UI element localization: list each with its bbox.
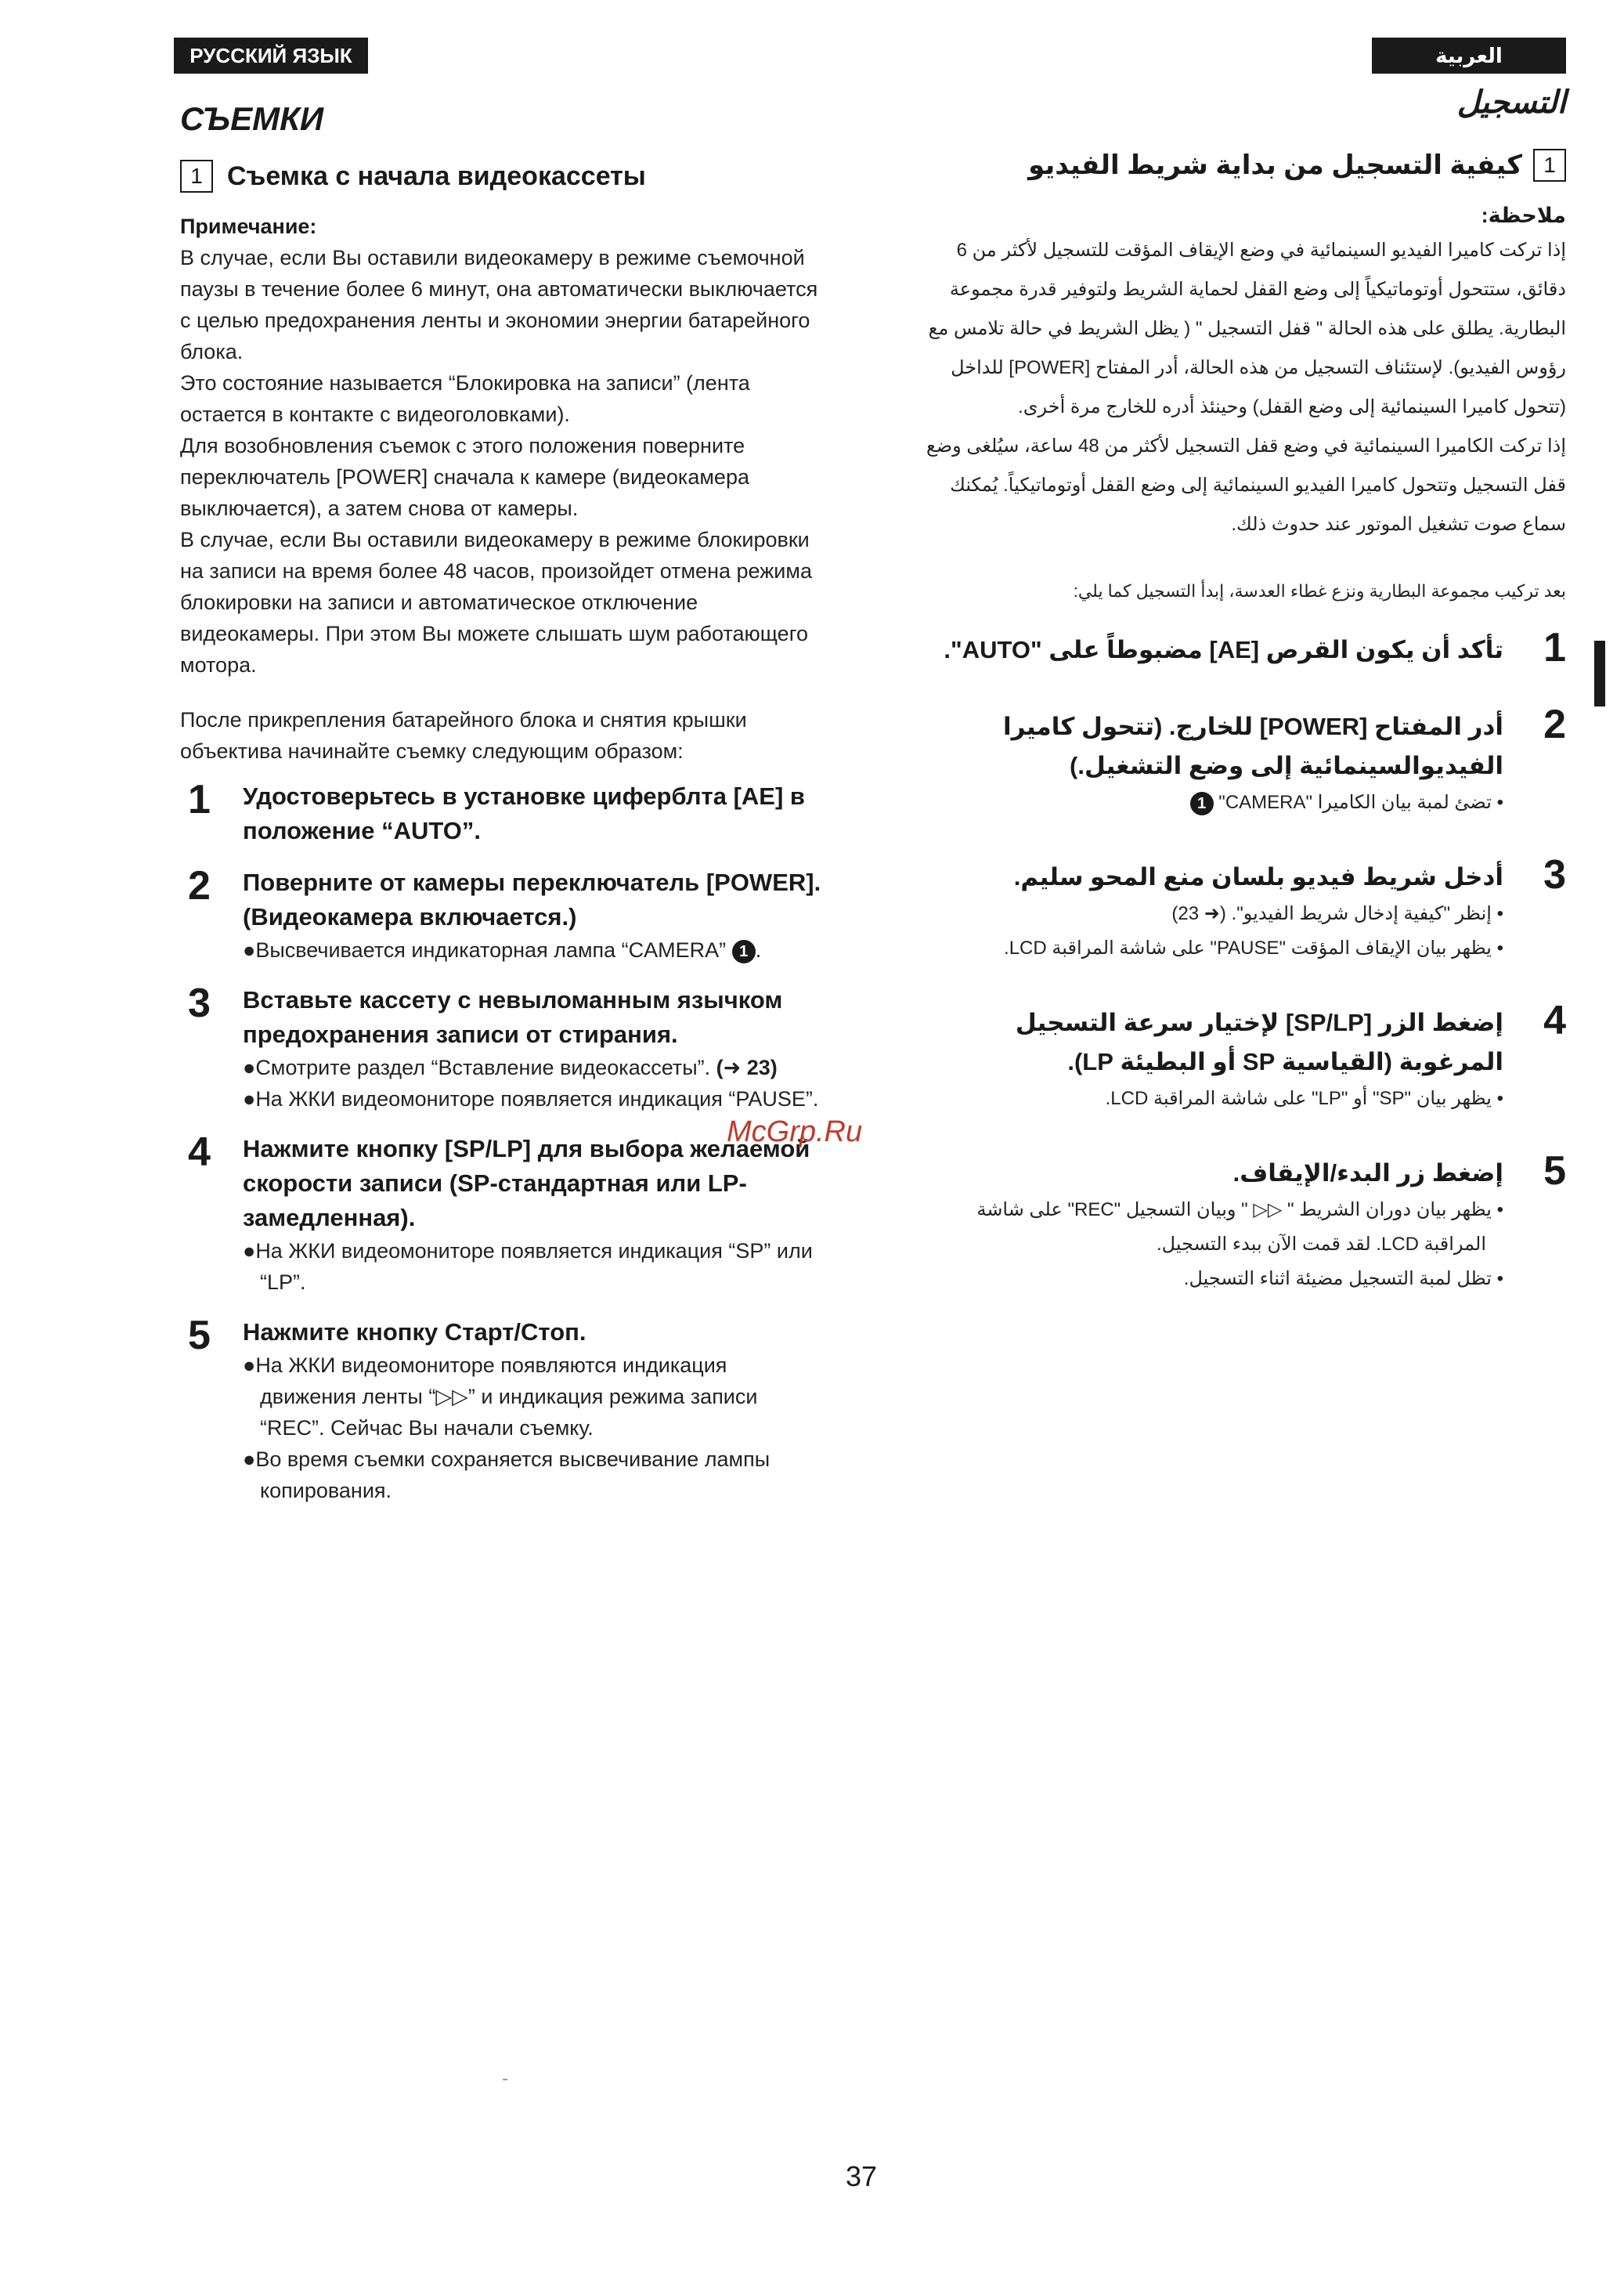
bullet-text: يظهر بيان دوران الشريط " ▷▷ " وبيان التسجيل "REC" على شاشة المراقبة LCD. لقد قمت الآن ببدء التسجيل. [976, 1199, 1492, 1255]
section-heading-arabic [916, 149, 1566, 182]
step-bullet: ●На ЖКИ видеомониторе появляются индикация движения ленты “▷▷” и индикация режима записи “REC”. Сейчас Вы начали съемку. [243, 1353, 758, 1440]
note-paragraph: إذا تركت كاميرا الفيديو السينمائية في وضع الإيقاف المؤقت للتسجيل لأكثر من 6 دقائق، ستتحول أوتوماتيكياً إلى وضع القفل لحماية الشريط ولتوفير قدرة مجموعة البطارية. يطلق على هذه الحالة " قفل التسجيل " ( يظل الشريط في حالة تلامس مع رؤوس الفيديو). لإستئناف التسجيل من هذه الحالة، أدر المفتاح [POWER] للداخل (تتحول كاميرا السينمائية إلى وضع القفل) وحينئذ أدره للخارج مرة أخرى. [928, 240, 1566, 417]
step-bullet: ●На ЖКИ видеомониторе появляется индикация “PAUSE”. [243, 1087, 819, 1111]
bullet-text: На ЖКИ видеомониторе появляются индикация движения ленты “▷▷” и индикация режима записи “REC”. Сейчас Вы начали съемку. [255, 1353, 758, 1440]
bullet-text: تظل لمبة التسجيل مضيئة اثناء التسجيل. [1183, 1268, 1492, 1289]
bullet-text: На ЖКИ видеомониторе появляется индикация “PAUSE”. [255, 1087, 819, 1111]
bullet-text: إنظر "كيفية إدخال شريط الفيديو". (➜ 23) [1171, 903, 1492, 924]
note-label: ملاحظة: [1481, 204, 1566, 227]
step-bullet: • يظهر بيان الإيقاف المؤقت "PAUSE" على شاشة المراقبة LCD. [1004, 938, 1503, 959]
step-1 [180, 779, 822, 848]
bullet-text: Во время съемки сохраняется высвечивание лампы копирования. [255, 1447, 770, 1502]
arabic-column [916, 85, 1566, 1334]
callout-number-icon: 1 [732, 940, 756, 963]
section-number-box: 1 [1533, 149, 1566, 182]
scan-mark [503, 2079, 507, 2080]
step-number: 3 [1543, 852, 1566, 898]
step-bullet: ●Высвечивается индикаторная лампа “CAMERA” 1 . [243, 938, 762, 962]
note-paragraph: Это состояние называется “Блокировка на записи” (лента остается в контакте с видеоголовками). [180, 371, 750, 426]
step-2 [180, 865, 822, 966]
callout-number-icon: 1 [1190, 792, 1214, 815]
edge-marker [1594, 641, 1605, 706]
bullet-text: Смотрите раздел “Вставление видеокассеты”. [255, 1056, 711, 1079]
step-5 [180, 1315, 822, 1506]
step-4 [916, 998, 1566, 1116]
note-paragraph: Для возобновления съемок с этого положения поверните переключатель [POWER] сначала к камере (видеокамера выключается), а затем снова от камеры. [180, 434, 749, 520]
step-number: 2 [1543, 702, 1566, 747]
step-instruction: Вставьте кассету с невыломанным язычком предохранения записи от стирания. [243, 986, 783, 1048]
section-title: Съемка с начала видеокассеты [227, 161, 646, 191]
step-number: 4 [188, 1129, 211, 1175]
step-instruction: أدخل شريط فيديو بلسان منع المحو سليم. [1013, 863, 1503, 891]
step-number: 1 [188, 777, 211, 822]
page-title-russian: СЪЕМКИ [180, 100, 324, 137]
note-paragraph: В случае, если Вы оставили видеокамеру в режиме съемочной паузы в течение более 6 минут, она автоматически выключается с целью предохранения ленты и экономии энергии батарейного блока. [180, 246, 818, 363]
step-number: 2 [188, 863, 211, 909]
section-title: كيفية التسجيل من بداية شريط الفيديو [1028, 150, 1522, 180]
bullet-text: يظهر بيان الإيقاف المؤقت "PAUSE" على شاشة المراقبة LCD. [1004, 938, 1492, 959]
step-bullet: ●На ЖКИ видеомониторе появляется индикация “SP” или “LP”. [243, 1239, 813, 1294]
step-bullet: ●Во время съемки сохраняется высвечивание лампы копирования. [243, 1447, 770, 1502]
language-tab-russian: РУССКИЙ ЯЗЫК [174, 38, 368, 74]
step-number: 3 [188, 981, 211, 1026]
step-3 [180, 983, 822, 1115]
page-reference: (➜ 23) [716, 1056, 778, 1079]
step-number: 4 [1543, 998, 1566, 1043]
step-instruction: إضغط زر البدء/الإيقاف. [1232, 1159, 1503, 1187]
step-instruction: إضغط الزر [SP/LP] لإختيار سرعة التسجيل المرغوبة (القياسية SP أو البطيئة LP). [1015, 1009, 1503, 1075]
bullet-text: تضئ لمبة بيان الكاميرا "CAMERA" [1218, 792, 1492, 813]
step-bullet: • يظهر بيان "SP" أو "LP" على شاشة المراقبة LCD. [1105, 1088, 1503, 1109]
note-label: Примечание: [180, 215, 317, 238]
step-instruction: Нажмите кнопку Старт/Стоп. [243, 1318, 586, 1346]
step-bullet: • إنظر "كيفية إدخال شريط الفيديو". (➜ 23) [1171, 903, 1503, 924]
bullet-text: يظهر بيان "SP" أو "LP" على شاشة المراقبة LCD. [1105, 1088, 1492, 1109]
watermark: McGrp.Ru [727, 1115, 863, 1148]
page-title-arabic: التسجيل [1456, 85, 1566, 120]
page-number: 37 [846, 2160, 878, 2192]
step-5 [916, 1148, 1566, 1296]
section-number-box: 1 [180, 160, 213, 193]
step-instruction: Нажмите кнопку [SP/LP] для выбора желаемой скорости записи (SP-стандартная или LP-замедленная). [243, 1135, 810, 1231]
step-instruction: أدر المفتاح [POWER] للخارج. (تتحول كاميرا الفيديوالسينمائية إلى وضع التشغيل.) [1002, 713, 1503, 779]
step-3 [916, 852, 1566, 966]
intro-text: После прикрепления батарейного блока и снятия крышки объектива начинайте съемку следующим образом: [180, 708, 747, 763]
step-number: 1 [1543, 625, 1566, 670]
step-1 [916, 625, 1566, 670]
intro-text: بعد تركيب مجموعة البطارية ونزع غطاء العدسة، إبدأ التسجيل كما يلي: [1073, 581, 1566, 601]
language-tab-arabic: العربية [1372, 38, 1566, 74]
bullet-text: Высвечивается индикаторная лампа “CAMERA” [255, 938, 727, 962]
step-2 [916, 702, 1566, 820]
step-instruction: تأكد أن يكون القرص [AE] مضبوطاً على "AUTO". [944, 636, 1503, 663]
section-heading-russian [180, 160, 822, 193]
russian-column [180, 100, 822, 1523]
step-number: 5 [188, 1313, 211, 1358]
note-paragraph: В случае, если Вы оставили видеокамеру в режиме блокировки на записи на время более 48 часов, произойдет отмена режима блокировки на записи и автоматическое отключение видеокамеры. При этом Вы можете слышать шум работающего мотора. [180, 528, 812, 677]
step-number: 5 [1543, 1148, 1566, 1194]
step-bullet: • تظل لمبة التسجيل مضيئة اثناء التسجيل. [1183, 1268, 1503, 1289]
bullet-text: На ЖКИ видеомониторе появляется индикация “SP” или “LP”. [255, 1239, 813, 1294]
note-paragraph: إذا تركت الكاميرا السينمائية في وضع قفل التسجيل لأكثر من 48 ساعة، سيُلغى وضع قفل التسجيل وتتحول كاميرا الفيديو السينمائية إلى وضع القفل أوتوماتيكياً. يُمكنك سماع صوت تشغيل الموتور عند حدوث ذلك. [926, 435, 1566, 535]
step-bullet: ●Смотрите раздел “Вставление видеокассеты”. (➜ 23) [243, 1056, 778, 1079]
step-4 [180, 1129, 822, 1298]
step-instruction: Поверните от камеры переключатель [POWER]. (Видеокамера включается.) [243, 869, 821, 931]
step-bullet: • تضئ لمبة بيان الكاميرا "CAMERA" 1 [916, 786, 1503, 820]
step-bullet: • يظهر بيان دوران الشريط " ▷▷ " وبيان التسجيل "REC" على شاشة المراقبة LCD. لقد قمت الآن ببدء التسجيل. [976, 1199, 1503, 1255]
step-instruction: Удостоверьтесь в установке циферблта [AE] в положение “AUTO”. [243, 782, 805, 844]
